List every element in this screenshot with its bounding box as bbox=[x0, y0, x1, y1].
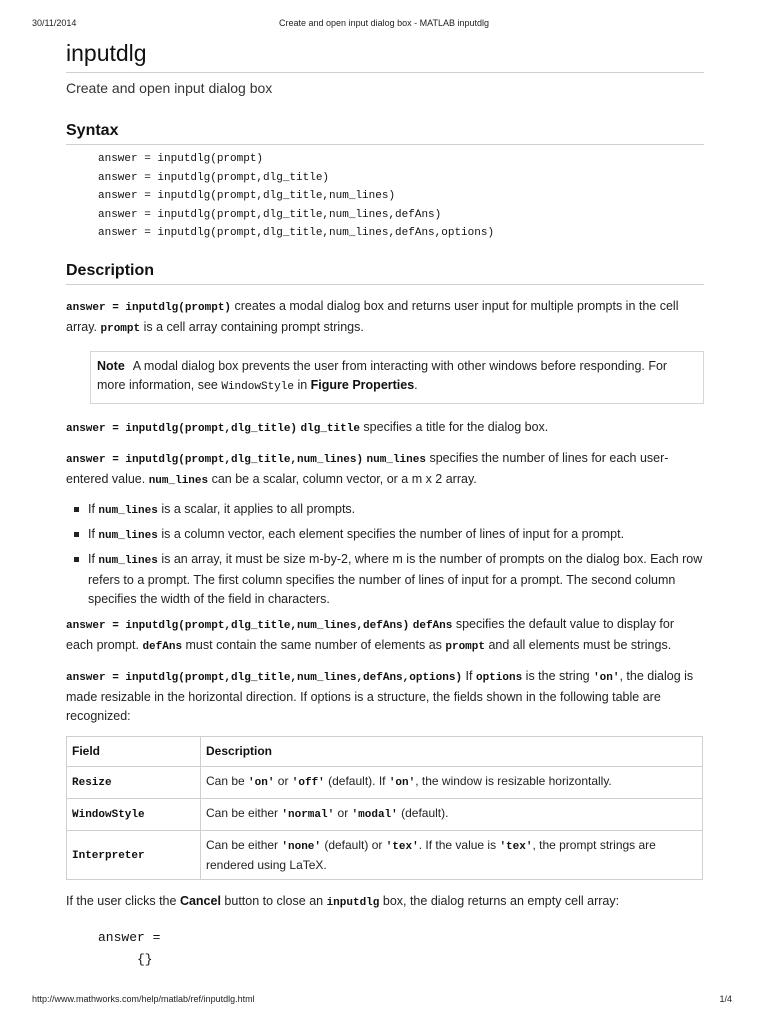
print-date: 30/11/2014 bbox=[32, 18, 77, 28]
list-item bbox=[88, 500, 704, 521]
paragraph-text: can be a scalar, column vector, or a m x 2 array. bbox=[208, 471, 477, 486]
bullet-marker bbox=[74, 532, 79, 537]
cell-text: (default). If bbox=[324, 774, 389, 788]
description-heading: Description bbox=[66, 261, 704, 285]
list-item-text: is a scalar, it applies to all prompts. bbox=[157, 501, 356, 516]
description-paragraph bbox=[66, 297, 704, 339]
inline-code: prompt bbox=[100, 322, 141, 335]
table-cell-description bbox=[201, 766, 703, 798]
list-item-text: If bbox=[88, 526, 99, 541]
inline-code: 'none' bbox=[281, 840, 321, 853]
inline-code: num_lines bbox=[366, 453, 426, 466]
inline-code: 'tex' bbox=[385, 840, 419, 853]
paragraph-text: If bbox=[462, 668, 476, 683]
note-label: Note bbox=[97, 358, 125, 373]
inline-code: Resize bbox=[72, 777, 112, 789]
syntax-line: answer = inputdlg(prompt,dlg_title,num_lines,defAns,options) bbox=[98, 227, 495, 239]
inline-code: 'on' bbox=[593, 671, 620, 684]
print-url: http://www.mathworks.com/help/matlab/ref/inputdlg.html bbox=[32, 994, 255, 1004]
cell-text: , the prompt strings are rendered using LaTeX. bbox=[206, 837, 656, 872]
inline-code: answer = inputdlg(prompt,dlg_title,num_lines) bbox=[66, 453, 364, 466]
paragraph-text: , the dialog is made resizable in the horizontal direction. If options is a structure, the fields shown in the following table are recognized: bbox=[66, 668, 694, 723]
print-page-number: 1/4 bbox=[719, 994, 732, 1004]
inline-code: num_lines bbox=[98, 554, 158, 567]
page-title: inputdlg bbox=[66, 38, 704, 73]
cancel-term: Cancel bbox=[179, 893, 221, 908]
bullet-marker bbox=[74, 507, 79, 512]
num-lines-list bbox=[66, 500, 704, 609]
inline-code: 'off' bbox=[291, 777, 325, 789]
description-paragraph bbox=[66, 615, 704, 657]
table-header-cell: Field bbox=[67, 736, 201, 766]
paragraph-text: is a cell array containing prompt strings. bbox=[140, 319, 364, 334]
inline-code: Interpreter bbox=[72, 849, 145, 862]
note-text: . bbox=[414, 377, 418, 392]
description-paragraph bbox=[66, 418, 704, 439]
paragraph-text: must contain the same number of elements as bbox=[182, 637, 446, 652]
inline-code: prompt bbox=[445, 640, 485, 653]
print-page-title: Create and open input dialog box - MATLAB inputdlg bbox=[279, 18, 489, 28]
inline-code: 'normal' bbox=[281, 809, 335, 821]
figure-properties-link[interactable]: Figure Properties bbox=[310, 377, 415, 392]
inline-code: num_lines bbox=[148, 474, 209, 487]
syntax-section bbox=[66, 121, 704, 243]
paragraph-text: If the user clicks the bbox=[66, 893, 180, 908]
code-line: answer = bbox=[98, 929, 161, 945]
inline-code: defAns bbox=[142, 640, 183, 653]
paragraph-text: specifies the number of lines for each user-entered value. bbox=[66, 450, 669, 486]
table-header-cell: Description bbox=[201, 736, 703, 766]
syntax-heading: Syntax bbox=[66, 121, 704, 145]
cell-text: (default) or bbox=[321, 837, 386, 852]
description-paragraph bbox=[66, 667, 704, 726]
inline-code: answer = inputdlg(prompt,dlg_title) bbox=[66, 422, 298, 435]
syntax-line: answer = inputdlg(prompt,dlg_title) bbox=[98, 171, 330, 184]
syntax-line: answer = inputdlg(prompt,dlg_title,num_lines) bbox=[98, 190, 396, 202]
syntax-line: answer = inputdlg(prompt,dlg_title,num_lines,defAns) bbox=[98, 208, 442, 221]
paragraph-text: specifies a title for the dialog box. bbox=[359, 419, 549, 434]
cell-text: Can be either bbox=[206, 806, 282, 820]
paragraph-text: is the string bbox=[522, 668, 594, 683]
paragraph-text: creates a modal dialog box and returns user input for multiple prompts in the cell array. bbox=[66, 298, 679, 334]
inline-code: 'on' bbox=[388, 777, 416, 789]
inline-code: num_lines bbox=[98, 529, 158, 542]
cell-text: Can be either bbox=[206, 837, 282, 852]
table-cell-description bbox=[201, 830, 703, 879]
description-paragraph bbox=[66, 449, 704, 491]
note-text: in bbox=[293, 377, 311, 392]
inline-code: answer = inputdlg(prompt) bbox=[66, 301, 232, 314]
list-item-text: is an array, it must be size m-by-2, where m is the number of prompts on the dialog box. Each row refers to a prompt. The first column specifies the number of lines of input for a prompt. The second column specifies the width of the field in characters. bbox=[88, 551, 703, 606]
table-row bbox=[67, 830, 703, 879]
table-cell-field bbox=[67, 830, 201, 879]
list-item bbox=[88, 550, 704, 609]
cell-text: . If the value is bbox=[418, 837, 500, 852]
paragraph-text: box, the dialog returns an empty cell array: bbox=[379, 893, 620, 908]
inline-code: num_lines bbox=[98, 504, 158, 517]
list-item-text: If bbox=[88, 551, 99, 566]
table-row bbox=[67, 766, 703, 798]
cell-text: (default). bbox=[397, 806, 449, 820]
inline-code: 'modal' bbox=[351, 809, 398, 821]
inline-code: defAns bbox=[412, 619, 453, 632]
bullet-marker bbox=[74, 557, 79, 562]
paragraph-text: button to close an bbox=[220, 893, 327, 908]
table-cell-field bbox=[67, 798, 201, 830]
syntax-list bbox=[66, 150, 704, 243]
table-cell-description bbox=[201, 798, 703, 830]
options-table bbox=[66, 736, 703, 880]
inline-code: answer = inputdlg(prompt,dlg_title,num_lines,defAns,options) bbox=[66, 671, 463, 684]
inline-code: inputdlg bbox=[326, 896, 380, 909]
cell-text: or bbox=[334, 806, 352, 820]
description-section bbox=[66, 261, 704, 971]
note-box bbox=[90, 351, 704, 404]
inline-code: answer = inputdlg(prompt,dlg_title,num_lines,defAns) bbox=[66, 619, 410, 632]
cell-text: or bbox=[274, 774, 292, 788]
cell-text: Can be bbox=[206, 774, 249, 788]
table-row bbox=[67, 798, 703, 830]
paragraph-text: specifies the default value to display for each prompt. bbox=[66, 616, 675, 652]
paragraph-text: and all elements must be strings. bbox=[484, 637, 672, 652]
cell-text: , the window is resizable horizontally. bbox=[415, 774, 612, 788]
code-example bbox=[98, 927, 704, 971]
windowstyle-link[interactable]: WindowStyle bbox=[221, 380, 294, 393]
table-header-row bbox=[67, 736, 703, 766]
note-text: A modal dialog box prevents the user from interacting with other windows before responding. For more information, see bbox=[97, 358, 668, 392]
inline-code: 'on' bbox=[248, 777, 275, 789]
code-line: {} bbox=[98, 951, 153, 967]
inline-code: dlg_title bbox=[300, 422, 360, 435]
inline-code: WindowStyle bbox=[72, 809, 145, 821]
list-item bbox=[88, 525, 704, 546]
syntax-line: answer = inputdlg(prompt) bbox=[98, 153, 264, 165]
table-cell-field bbox=[67, 766, 201, 798]
inline-code: 'tex' bbox=[499, 840, 533, 853]
description-paragraph bbox=[66, 892, 704, 913]
list-item-text: If bbox=[88, 501, 99, 516]
inline-code: options bbox=[475, 671, 523, 684]
list-item-text: is a column vector, each element specifies the number of lines of input for a prompt. bbox=[157, 526, 625, 541]
page-subtitle: Create and open input dialog box bbox=[66, 80, 273, 96]
doc-page bbox=[66, 38, 704, 971]
